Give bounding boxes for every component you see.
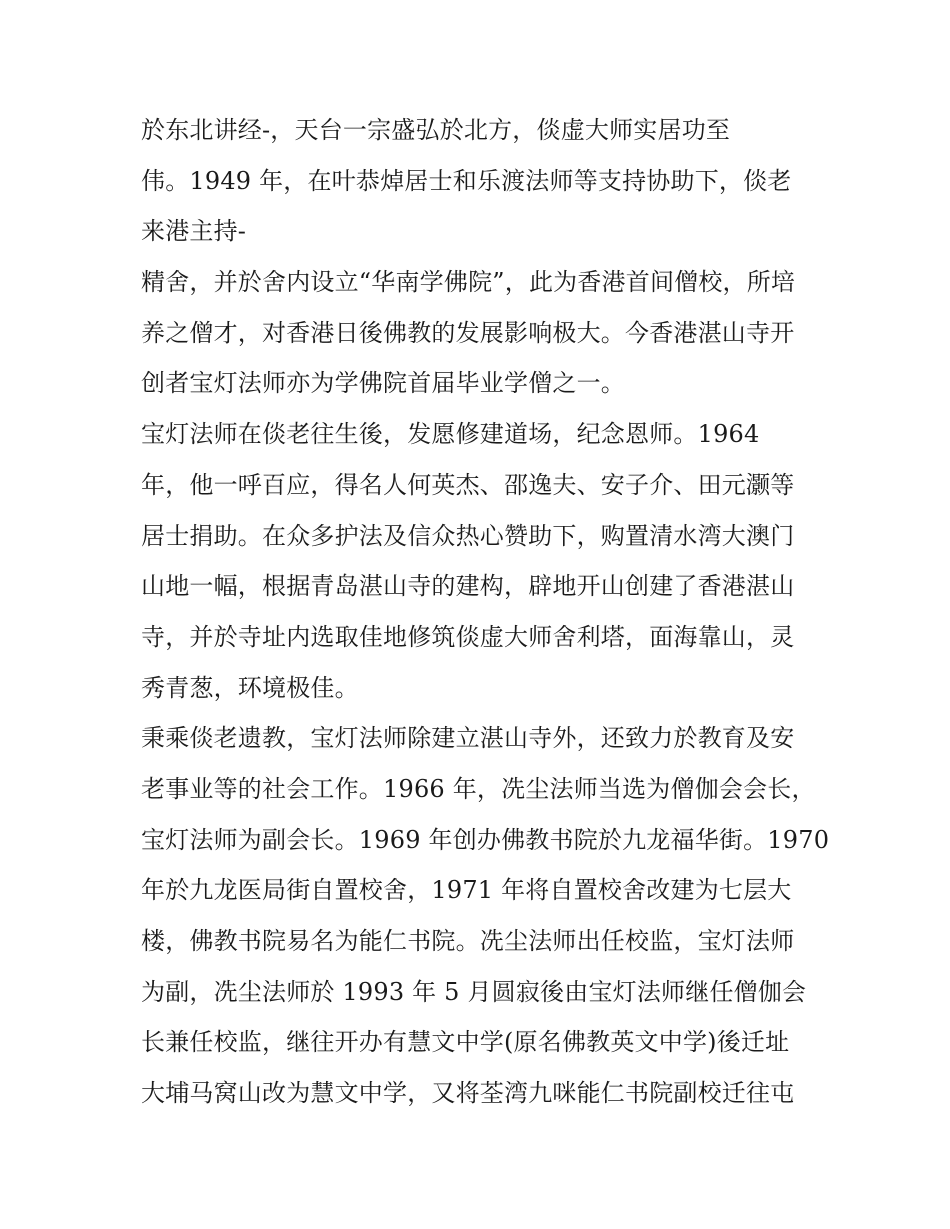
text-line: 为副，冼尘法师於 1993 年 5 月圆寂後由宝灯法师继任僧伽会 <box>141 977 807 1006</box>
text-line: 伟。1949 年，在叶恭焯居士和乐渡法师等支持协助下，倓老 <box>141 166 792 195</box>
text-line: 宝灯法师为副会长。1969 年创办佛教书院於九龙福华街。1970 <box>141 825 830 854</box>
text-line: 楼，佛教书院易名为能仁书院。冼尘法师出任校监，宝灯法师 <box>141 927 795 955</box>
text-line: 於东北讲经-，天台一宗盛弘於北方，倓虚大师实居功至 <box>141 116 731 144</box>
text-line: 居士捐助。在众多护法及信众热心赞助下，购置清水湾大澳门 <box>141 521 795 550</box>
text-line: 秀青葱，环境极佳。 <box>141 673 359 702</box>
text-line: 来港主持- <box>141 217 247 246</box>
text-line: 养之僧才，对香港日後佛教的发展影响极大。今香港湛山寺开 <box>141 318 795 347</box>
text-line: 秉乘倓老遗教，宝灯法师除建立湛山寺外，还致力於教育及安 <box>141 724 795 753</box>
text-line: 山地一幅，根据青岛湛山寺的建构，辟地开山创建了香港湛山 <box>141 572 795 601</box>
text-line: 宝灯法师在倓老往生後，发愿修建道场，纪念恩师。1964 <box>141 420 760 449</box>
text-line: 年，他一呼百应，得名人何英杰、邵逸夫、安子介、田元灏等 <box>141 470 795 499</box>
text-line: 老事业等的社会工作。1966 年，冼尘法师当选为僧伽会会长， <box>141 774 816 803</box>
text-line: 年於九龙医局街自置校舍，1971 年将自置校舍改建为七层大 <box>141 876 792 905</box>
body-text <box>141 113 830 1127</box>
text-line: 寺，并於寺址内选取佳地修筑倓虚大师舍利塔，面海靠山，灵 <box>141 622 795 651</box>
text-line: 精舍，并於舍内设立“华南学佛院”，此为香港首间僧校，所培 <box>141 268 796 297</box>
text-line: 长兼任校监，继往开办有慧文中学(原名佛教英文中学)後迁址 <box>141 1028 790 1057</box>
text-line: 创者宝灯法师亦为学佛院首届毕业学僧之一。 <box>141 369 625 398</box>
text-line: 大埔马窝山改为慧文中学，又将荃湾九咪能仁书院副校迁往屯 <box>141 1079 795 1108</box>
